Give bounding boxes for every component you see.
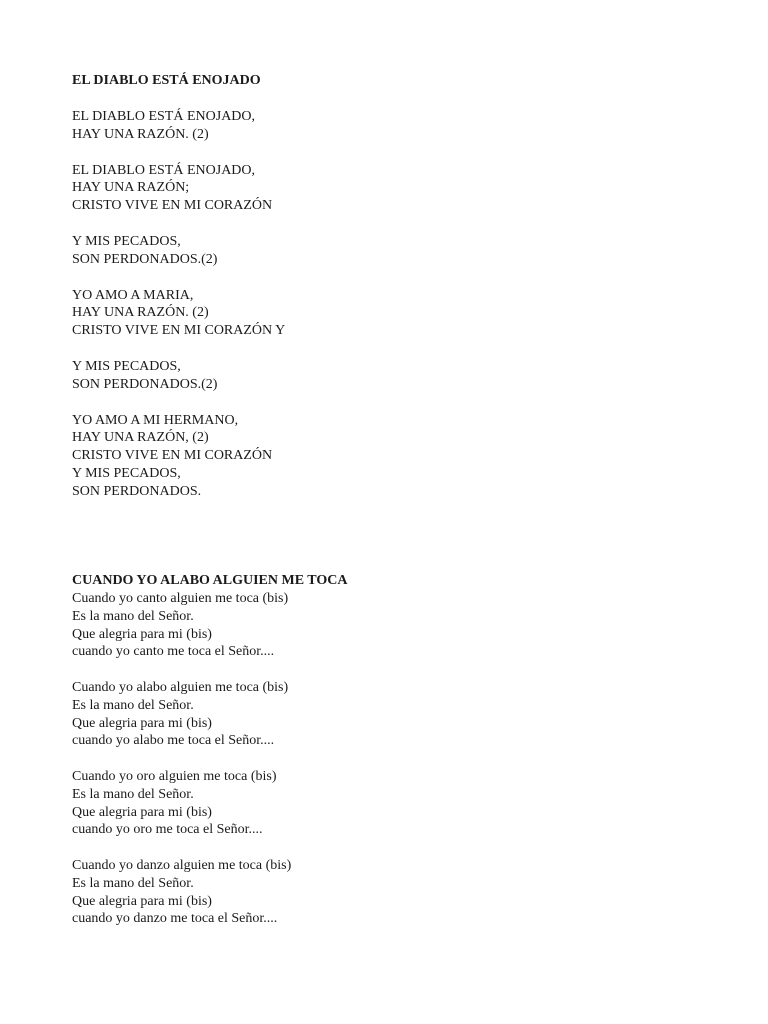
lyric-line: CRISTO VIVE EN MI CORAZÓN: [72, 448, 273, 464]
lyric-line: HAY UNA RAZÓN;: [72, 180, 190, 196]
lyric-line: YO AMO A MI HERMANO,: [72, 412, 239, 428]
lyric-line: Es la mano del Señor.: [72, 786, 194, 802]
lyric-line: Que alegria para mi (bis): [72, 626, 212, 642]
stanza: [72, 857, 348, 928]
song-title: EL DIABLO ESTÁ ENOJADO: [72, 73, 261, 88]
stanza: [72, 358, 712, 394]
lyric-line: CRISTO VIVE EN MI CORAZÓN Y: [72, 323, 286, 339]
lyric-line: HAY UNA RAZÓN. (2): [72, 305, 209, 321]
lyric-line: Es la mano del Señor.: [72, 697, 194, 713]
stanza: [72, 768, 348, 839]
lyric-line: HAY UNA RAZÓN. (2): [72, 126, 209, 142]
stanza: [72, 108, 712, 144]
lyric-line: Cuando yo alabo alguien me toca (bis): [72, 679, 289, 695]
lyric-line: Que alegria para mi (bis): [72, 893, 212, 909]
lyric-line: Que alegria para mi (bis): [72, 804, 212, 820]
lyric-line: SON PERDONADOS.: [72, 483, 202, 499]
lyric-line: cuando yo danzo me toca el Señor....: [72, 911, 278, 927]
lyric-line: HAY UNA RAZÓN, (2): [72, 430, 209, 446]
stanza: [72, 287, 712, 340]
song-cuando-yo-alabo: [72, 572, 348, 928]
stanza: [72, 590, 348, 661]
song-title: CUANDO YO ALABO ALGUIEN ME TOCA: [72, 573, 348, 588]
lyric-line: Y MIS PECADOS,: [72, 465, 181, 481]
lyric-line: CRISTO VIVE EN MI CORAZÓN: [72, 198, 273, 214]
lyric-line: EL DIABLO ESTÁ ENOJADO,: [72, 162, 256, 178]
lyric-line: YO AMO A MARIA,: [72, 287, 194, 303]
lyric-line: Cuando yo danzo alguien me toca (bis): [72, 857, 292, 873]
stanza: [72, 679, 348, 750]
lyric-line: Y MIS PECADOS,: [72, 233, 181, 249]
lyric-line: SON PERDONADOS.(2): [72, 251, 218, 267]
document-page: [72, 72, 712, 927]
lyric-line: SON PERDONADOS.(2): [72, 376, 218, 392]
lyric-line: cuando yo oro me toca el Señor....: [72, 822, 263, 838]
lyric-line: Cuando yo canto alguien me toca (bis): [72, 591, 289, 606]
lyric-line: cuando yo canto me toca el Señor....: [72, 644, 275, 660]
stanza: [72, 162, 712, 215]
stanza: [72, 412, 712, 501]
lyric-line: Cuando yo oro alguien me toca (bis): [72, 768, 277, 784]
lyric-line: Es la mano del Señor.: [72, 608, 194, 624]
lyric-line: cuando yo alabo me toca el Señor....: [72, 733, 275, 749]
stanza: [72, 233, 712, 269]
lyric-line: Que alegria para mi (bis): [72, 715, 212, 731]
lyric-line: EL DIABLO ESTÁ ENOJADO,: [72, 109, 256, 124]
lyric-line: Y MIS PECADOS,: [72, 358, 181, 374]
song-el-diablo: [72, 72, 712, 501]
lyric-line: Es la mano del Señor.: [72, 875, 194, 891]
